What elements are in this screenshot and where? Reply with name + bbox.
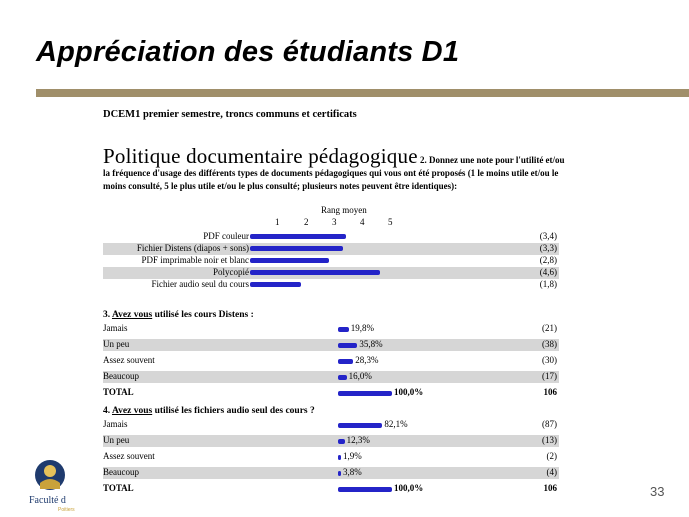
rang-moyen-label: Rang moyen	[321, 205, 367, 215]
q4-row-count: (13)	[542, 435, 557, 445]
q4-row-percent: 12,3%	[346, 435, 370, 445]
q4-title-rest: utilisé les fichiers audio seul des cours ?	[154, 406, 315, 416]
q2-row	[103, 279, 559, 291]
q4-row-label: Assez souvent	[103, 451, 155, 461]
q4-row-percent: 100,0%	[394, 483, 424, 493]
q4-row-count: (87)	[542, 419, 557, 429]
q3-title-rest: utilisé les cours Distens :	[154, 310, 254, 320]
survey-header: DCEM1 premier semestre, troncs communs et certificats	[103, 109, 357, 120]
q2-text: 2. Donnez une note pour l'utilité et/ou la fréquence d'usage des différents types de documents pédagogiques qui vous ont été proposés (1 le moins utile et/ou le moins consulté, 5 le plus utile et/ou le plus consulté; plusieurs notes peuvent être identiques):	[103, 155, 565, 191]
q2-bar	[250, 258, 329, 263]
q3-row-label: Un peu	[103, 339, 130, 349]
scale-tick-3: 3	[332, 217, 337, 227]
q4-title-underlined: Avez vous	[111, 406, 153, 416]
scale-tick-2: 2	[304, 217, 309, 227]
q3-row-count: (21)	[542, 323, 557, 333]
q4-total-row	[103, 483, 559, 495]
q4-row-label: Beaucoup	[103, 467, 139, 477]
q4-row-percent: 82,1%	[384, 419, 408, 429]
q3-row	[103, 323, 559, 335]
logo-text: Faculté d	[29, 495, 66, 506]
q4-bar	[338, 455, 341, 460]
q3-bar	[338, 391, 392, 396]
q2-row-label: Polycopié	[213, 267, 249, 277]
q4-bar	[338, 423, 382, 428]
q2-row-label: Fichier audio seul du cours	[151, 279, 249, 289]
q3-row-count: (38)	[542, 339, 557, 349]
q3-row-label: TOTAL	[103, 387, 134, 397]
q3-row-count: 106	[543, 387, 557, 397]
q4-row-label: TOTAL	[103, 483, 134, 493]
q4-bar	[338, 487, 392, 492]
q2-row	[103, 231, 559, 243]
q3-row-count: (17)	[542, 371, 557, 381]
scale-tick-4: 4	[360, 217, 365, 227]
q4-row	[103, 419, 559, 431]
q3-row	[103, 355, 559, 367]
logo-subtext: Poitiers	[58, 507, 75, 513]
q3-row-label: Assez souvent	[103, 355, 155, 365]
q2-row-label: PDF imprimable noir et blanc	[141, 255, 249, 265]
logo-figure-icon	[44, 465, 56, 477]
q3-row	[103, 339, 559, 351]
q3-title-underlined: Avez vous	[111, 310, 153, 320]
q4-bar	[338, 439, 345, 444]
q3-row	[103, 371, 559, 383]
q2-heading: Politique documentaire pédagogique	[103, 144, 418, 168]
q4-row-percent: 3,8%	[343, 467, 362, 477]
q4-bar	[338, 471, 341, 476]
q4-row-label: Un peu	[103, 435, 130, 445]
q4-row	[103, 435, 559, 447]
q3-row-percent: 35,8%	[359, 339, 383, 349]
q3-bar	[338, 375, 347, 380]
q2-bar	[250, 246, 343, 251]
q4-number: 4.	[103, 406, 111, 416]
q4-row-count: (4)	[546, 467, 557, 477]
q3-row-count: (30)	[542, 355, 557, 365]
scale-tick-1: 1	[275, 217, 280, 227]
q3-row-label: Jamais	[103, 323, 128, 333]
q2-bar	[250, 270, 380, 275]
q2-row-value: (2,8)	[539, 255, 557, 265]
q3-bar	[338, 327, 349, 332]
q2-row-label: Fichier Distens (diapos + sons)	[136, 243, 249, 253]
q3-row-label: Beaucoup	[103, 371, 139, 381]
title-divider	[36, 89, 689, 97]
faculty-logo	[28, 453, 94, 513]
scale-tick-5: 5	[388, 217, 393, 227]
q4-row	[103, 451, 559, 463]
q3-row-percent: 16,0%	[348, 371, 372, 381]
q3-row-percent: 19,8%	[350, 323, 374, 333]
q3-row-percent: 28,3%	[355, 355, 379, 365]
q4-row	[103, 467, 559, 479]
q4-row-label: Jamais	[103, 419, 128, 429]
q2-row	[103, 243, 559, 255]
q2-row-value: (4,6)	[539, 267, 557, 277]
q2-row	[103, 267, 559, 279]
q3-bar	[338, 359, 353, 364]
q2-row-value: (3,4)	[539, 231, 557, 241]
q2-row-value: (1,8)	[539, 279, 557, 289]
q2-row-label: PDF couleur	[203, 231, 249, 241]
question-2	[103, 146, 573, 192]
q4-row-percent: 1,9%	[343, 451, 362, 461]
q2-row	[103, 255, 559, 267]
q4-row-count: (2)	[546, 451, 557, 461]
slide-title: Appréciation des étudiants D1	[36, 36, 460, 68]
q4-title	[103, 406, 315, 416]
q3-row-percent: 100,0%	[394, 387, 424, 397]
q3-title	[103, 310, 254, 320]
q3-total-row	[103, 387, 559, 399]
page-number: 33	[650, 484, 665, 499]
q2-row-value: (3,3)	[539, 243, 557, 253]
q2-bar	[250, 234, 346, 239]
q4-row-count: 106	[543, 483, 557, 493]
q2-bar	[250, 282, 301, 287]
q3-number: 3.	[103, 310, 111, 320]
q3-bar	[338, 343, 357, 348]
